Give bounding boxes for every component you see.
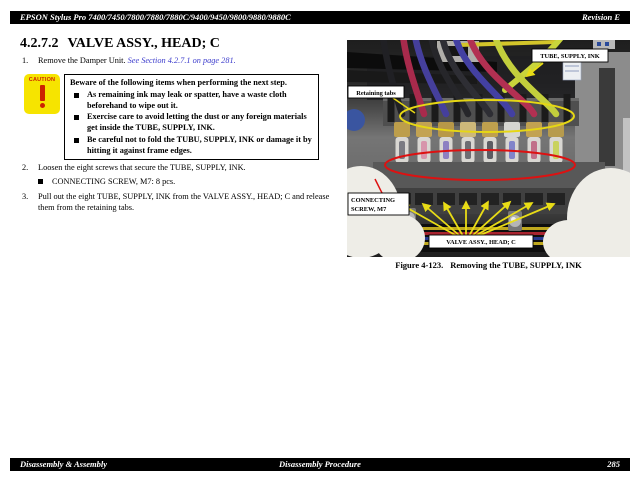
retaining-tabs-label xyxy=(348,86,404,98)
caution-item: As remaining ink may leak or spatter, have a waste cloth beforehand to wipe out it. xyxy=(70,90,313,112)
section-link[interactable]: See Section 4.2.7.1 on page 281. xyxy=(127,56,236,65)
svg-text:SCREW, M7: SCREW, M7 xyxy=(351,206,387,213)
caution-item: Be careful not to fold the TUBU, SUPPLY, INK or damage it by hitting it against frame edges. xyxy=(70,135,313,157)
connecting-screw-label xyxy=(348,193,409,215)
caution-icon xyxy=(24,74,60,114)
step-3 xyxy=(22,191,340,213)
footer-bar xyxy=(10,458,630,471)
section-number: 4.2.7.2 xyxy=(20,36,59,51)
step-number: 3. xyxy=(22,192,29,201)
step-number: 1. xyxy=(22,56,29,65)
figure-photo xyxy=(347,40,630,257)
square-bullet-icon xyxy=(74,93,79,98)
figure xyxy=(347,40,630,270)
step-number: 2. xyxy=(22,163,29,172)
section-title: VALVE ASSY., HEAD; C xyxy=(67,36,220,51)
step-2 xyxy=(22,162,340,173)
header-revision: Revision E xyxy=(581,12,620,22)
step-1 xyxy=(22,55,340,66)
section-heading xyxy=(20,36,220,52)
step-text: Remove the Damper Unit. xyxy=(38,56,128,65)
square-bullet-icon xyxy=(74,138,79,143)
step-2-bullet: CONNECTING SCREW, M7: 8 pcs. xyxy=(38,177,175,186)
header-bar xyxy=(10,11,630,24)
footer-page-number: 285 xyxy=(607,459,620,469)
valve-label xyxy=(429,235,533,248)
caution-intro: Beware of the following items when performing the next step. xyxy=(70,78,287,87)
square-bullet-icon xyxy=(74,115,79,120)
caution-box xyxy=(64,74,319,160)
svg-text:CONNECTING: CONNECTING xyxy=(351,196,396,204)
tube-label xyxy=(532,49,608,62)
svg-text:VALVE ASSY., HEAD; C: VALVE ASSY., HEAD; C xyxy=(446,239,516,247)
square-bullet-icon xyxy=(38,179,43,184)
svg-text:TUBE, SUPPLY, INK: TUBE, SUPPLY, INK xyxy=(540,53,600,61)
footer-center: Disassembly Procedure xyxy=(279,459,361,469)
exclamation-icon xyxy=(24,85,60,108)
header-title: EPSON Stylus Pro 7400/7450/7800/7880/7880C/9400/9450/9800/9880/9880C xyxy=(20,12,291,22)
figure-caption: Figure 4-123. Removing the TUBE, SUPPLY, INK xyxy=(395,260,582,270)
footer-left: Disassembly & Assembly xyxy=(20,459,108,469)
caution-item: Exercise care to avoid letting the dust or any foreign materials get inside the TUBE, SUPPLY, INK. xyxy=(70,112,313,134)
caution-block xyxy=(24,74,319,160)
step-text: Loosen the eight screws that secure the TUBE, SUPPLY, INK. xyxy=(38,163,246,172)
step-text: Pull out the eight TUBE, SUPPLY, INK from the VALVE ASSY., HEAD; C and release them from the retaining tabs. xyxy=(38,192,330,213)
svg-text:Retaining tabs: Retaining tabs xyxy=(356,89,396,97)
caution-label: CAUTION xyxy=(28,77,56,83)
